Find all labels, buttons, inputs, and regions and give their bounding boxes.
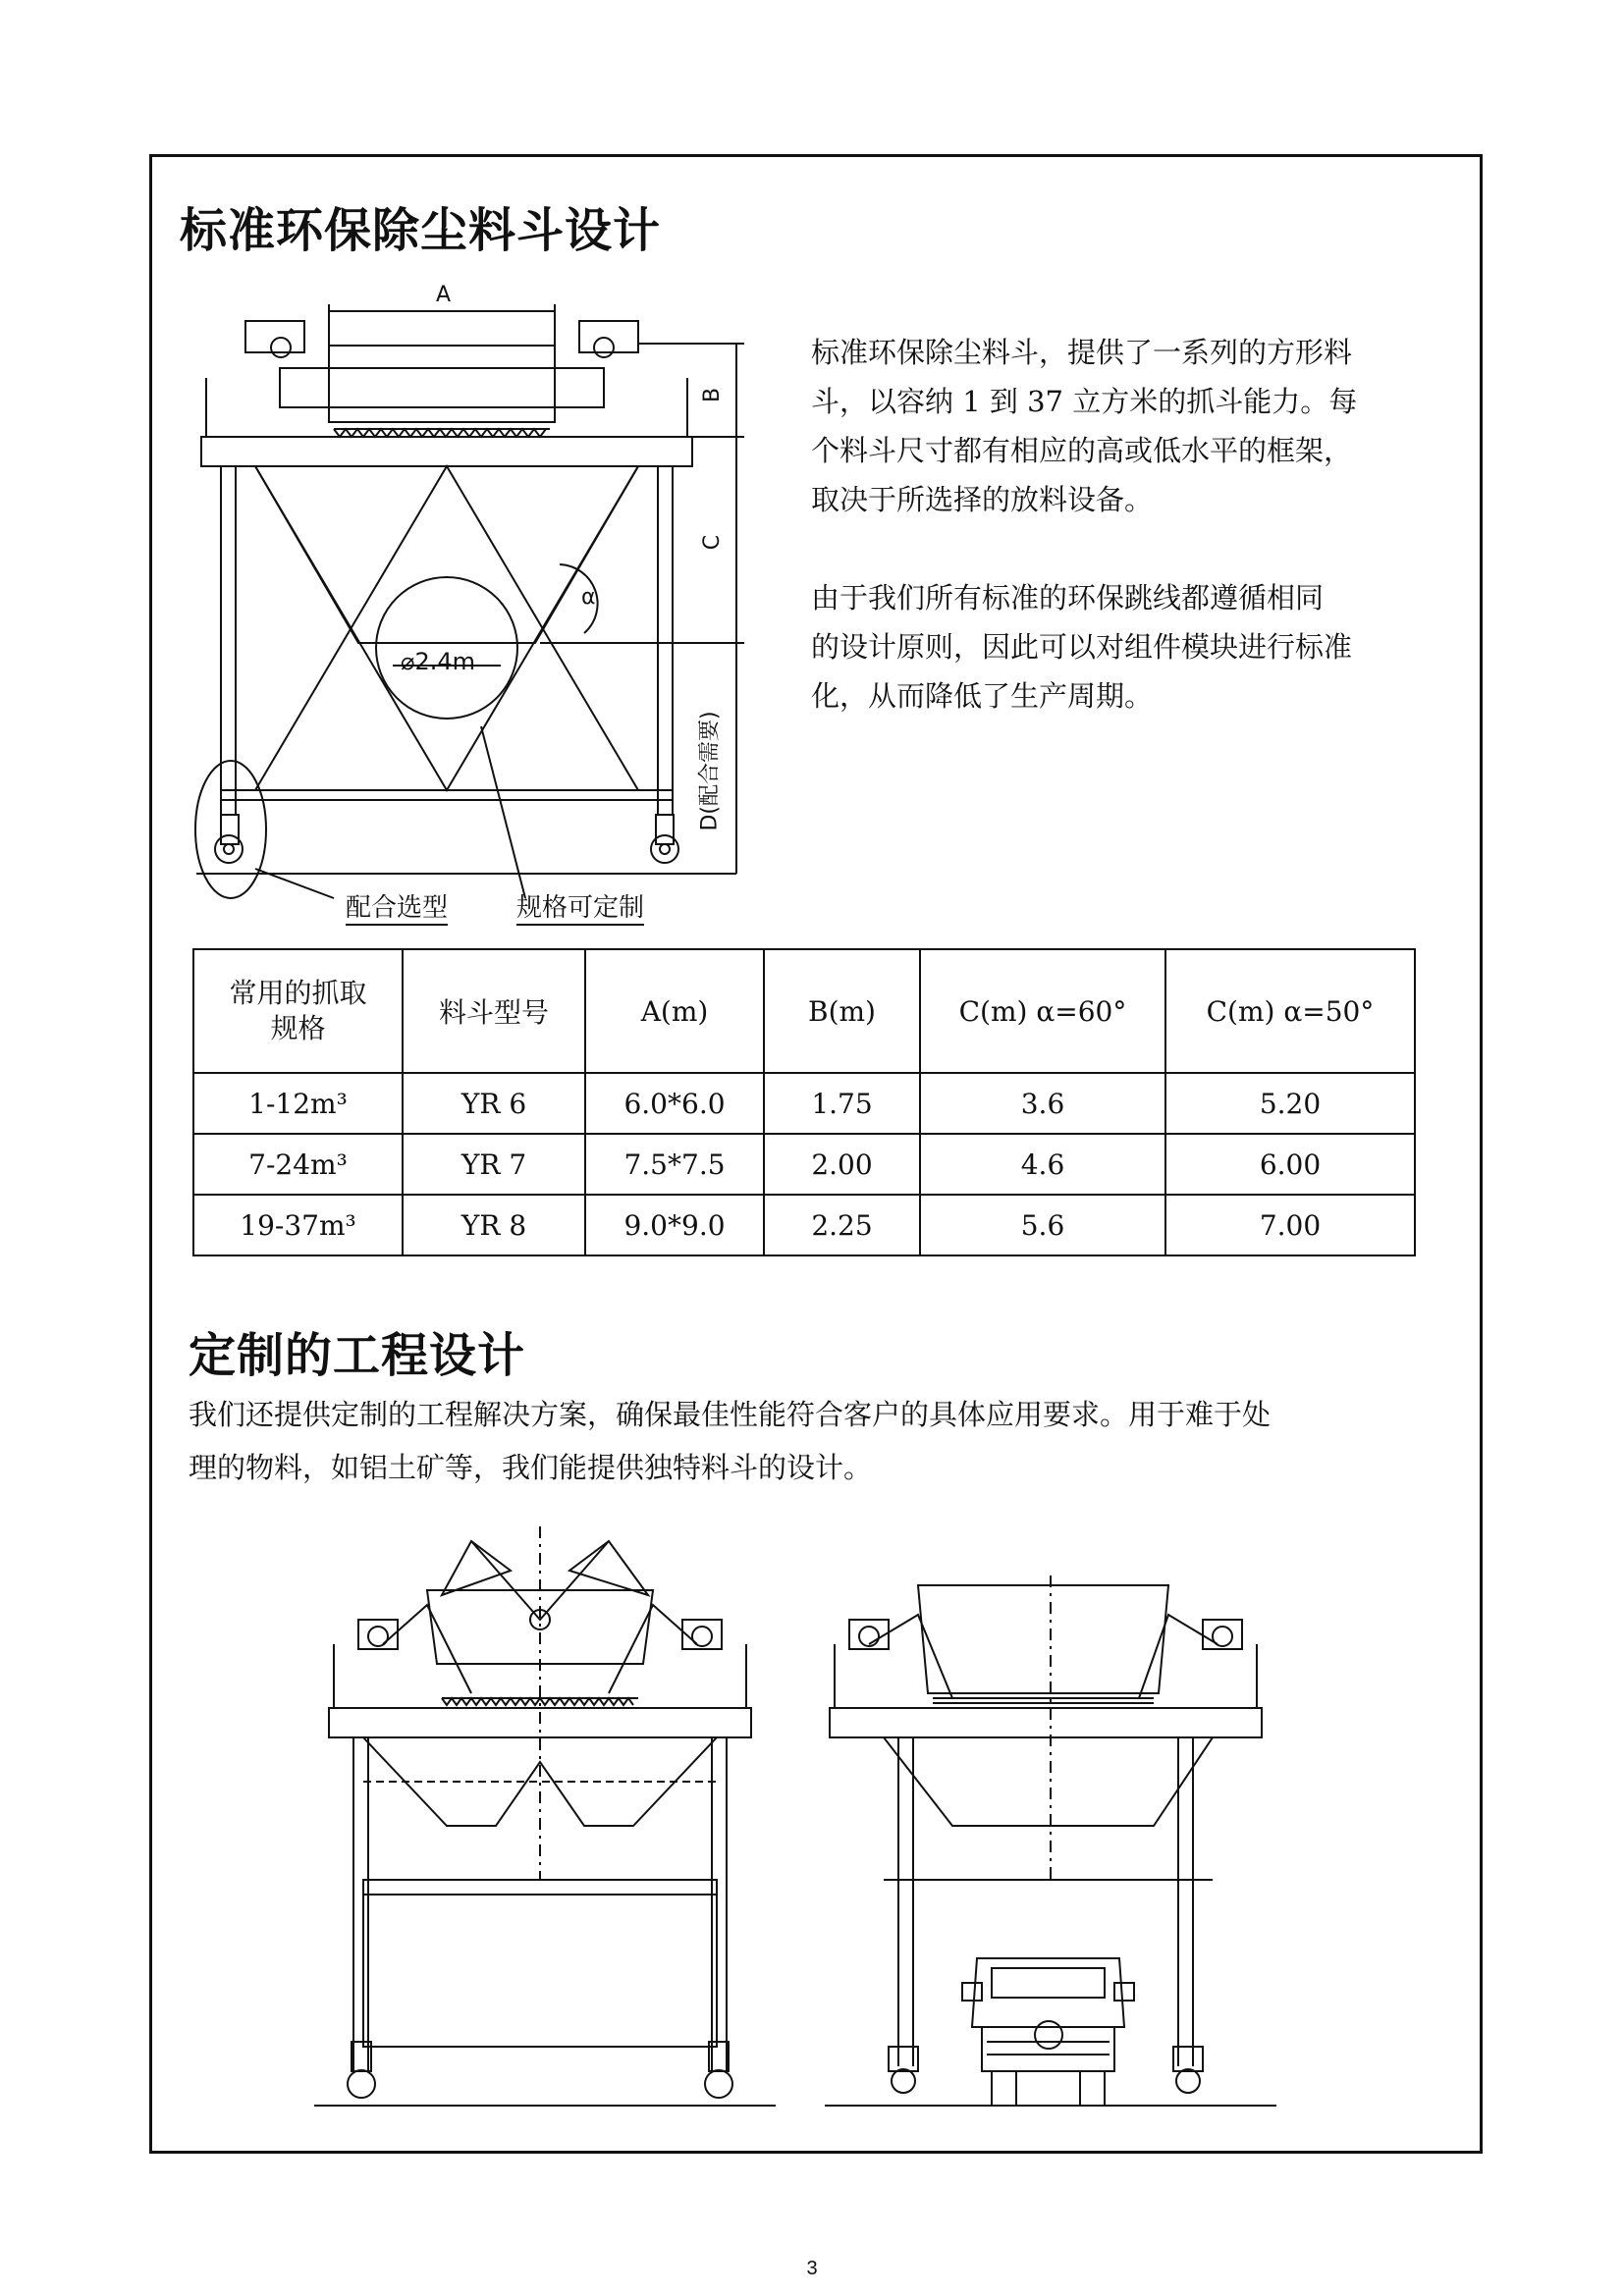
section-title-standard-hopper: 标准环保除尘料斗设计 — [180, 203, 662, 258]
para2-line2: 的设计原则，因此可以对组件模块进行标准 — [811, 630, 1353, 664]
header-b: B(m) — [764, 949, 920, 1073]
cell-a: 7.5*7.5 — [585, 1134, 764, 1195]
dim-label-a: A — [436, 283, 452, 307]
cell-capacity: 19-37m³ — [193, 1195, 403, 1255]
cell-capacity: 1-12m³ — [193, 1073, 403, 1134]
header-c-60: C(m) α=60° — [920, 949, 1165, 1073]
cell-c-60: 4.6 — [920, 1134, 1165, 1195]
cell-capacity: 7-24m³ — [193, 1134, 403, 1195]
para2-line1: 由于我们所有标准的环保跳线都遵循相同 — [811, 581, 1325, 614]
para2-line3: 化，从而降低了生产周期。 — [811, 679, 1154, 713]
dim-label-b: B — [700, 387, 726, 403]
custom-hopper-drawing-left — [314, 1526, 776, 2115]
section2-description — [189, 1388, 1455, 1494]
header-model: 料斗型号 — [403, 949, 585, 1073]
para1-line4: 取决于所选择的放料设备。 — [811, 483, 1154, 516]
angle-label: α — [581, 585, 596, 610]
header-capacity: 常用的抓取 规格 — [193, 949, 403, 1073]
cell-c-50: 7.00 — [1165, 1195, 1415, 1255]
hopper-spec-table — [192, 948, 1416, 1256]
header-c-50: C(m) α=50° — [1165, 949, 1415, 1073]
custom-hopper-drawing-right — [825, 1575, 1276, 2115]
cell-a: 9.0*9.0 — [585, 1195, 764, 1255]
cell-b: 2.25 — [764, 1195, 920, 1255]
cell-a: 6.0*6.0 — [585, 1073, 764, 1134]
table-row — [193, 1195, 1415, 1255]
header-a: A(m) — [585, 949, 764, 1073]
section1-description — [811, 328, 1439, 721]
para1-line3: 个料斗尺寸都有相应的高或低水平的框架， — [811, 434, 1353, 467]
cell-c-50: 6.00 — [1165, 1134, 1415, 1195]
table-row — [193, 1073, 1415, 1134]
dim-label-d: D(配合需要) — [697, 711, 723, 831]
section2-line1: 我们还提供定制的工程解决方案，确保最佳性能符合客户的具体应用要求。用于难于处 — [189, 1398, 1272, 1431]
cell-model: YR 7 — [403, 1134, 585, 1195]
section-title-custom-engineering: 定制的工程设计 — [189, 1328, 526, 1383]
cell-model: YR 6 — [403, 1073, 585, 1134]
para1-line2: 斗，以容纳 1 到 37 立方米的抓斗能力。每 — [811, 385, 1358, 418]
diameter-label: ⌀2.4m — [401, 648, 475, 675]
table-row — [193, 1134, 1415, 1195]
cell-c-50: 5.20 — [1165, 1073, 1415, 1134]
cell-c-60: 3.6 — [920, 1073, 1165, 1134]
page-number: 3 — [806, 2258, 818, 2279]
standard-hopper-drawing — [187, 280, 746, 928]
callout-outlet-label: 规格可定制 — [516, 887, 644, 926]
dim-label-c: C — [700, 534, 726, 551]
cell-b: 1.75 — [764, 1073, 920, 1134]
section2-line2: 理的物料，如铝土矿等，我们能提供独特料斗的设计。 — [189, 1451, 873, 1484]
table-header-row — [193, 949, 1415, 1073]
para1-line1: 标准环保除尘料斗，提供了一系列的方形料 — [811, 336, 1353, 369]
cell-b: 2.00 — [764, 1134, 920, 1195]
callout-wheel-label: 配合选型 — [346, 887, 448, 926]
cell-c-60: 5.6 — [920, 1195, 1165, 1255]
cell-model: YR 8 — [403, 1195, 585, 1255]
